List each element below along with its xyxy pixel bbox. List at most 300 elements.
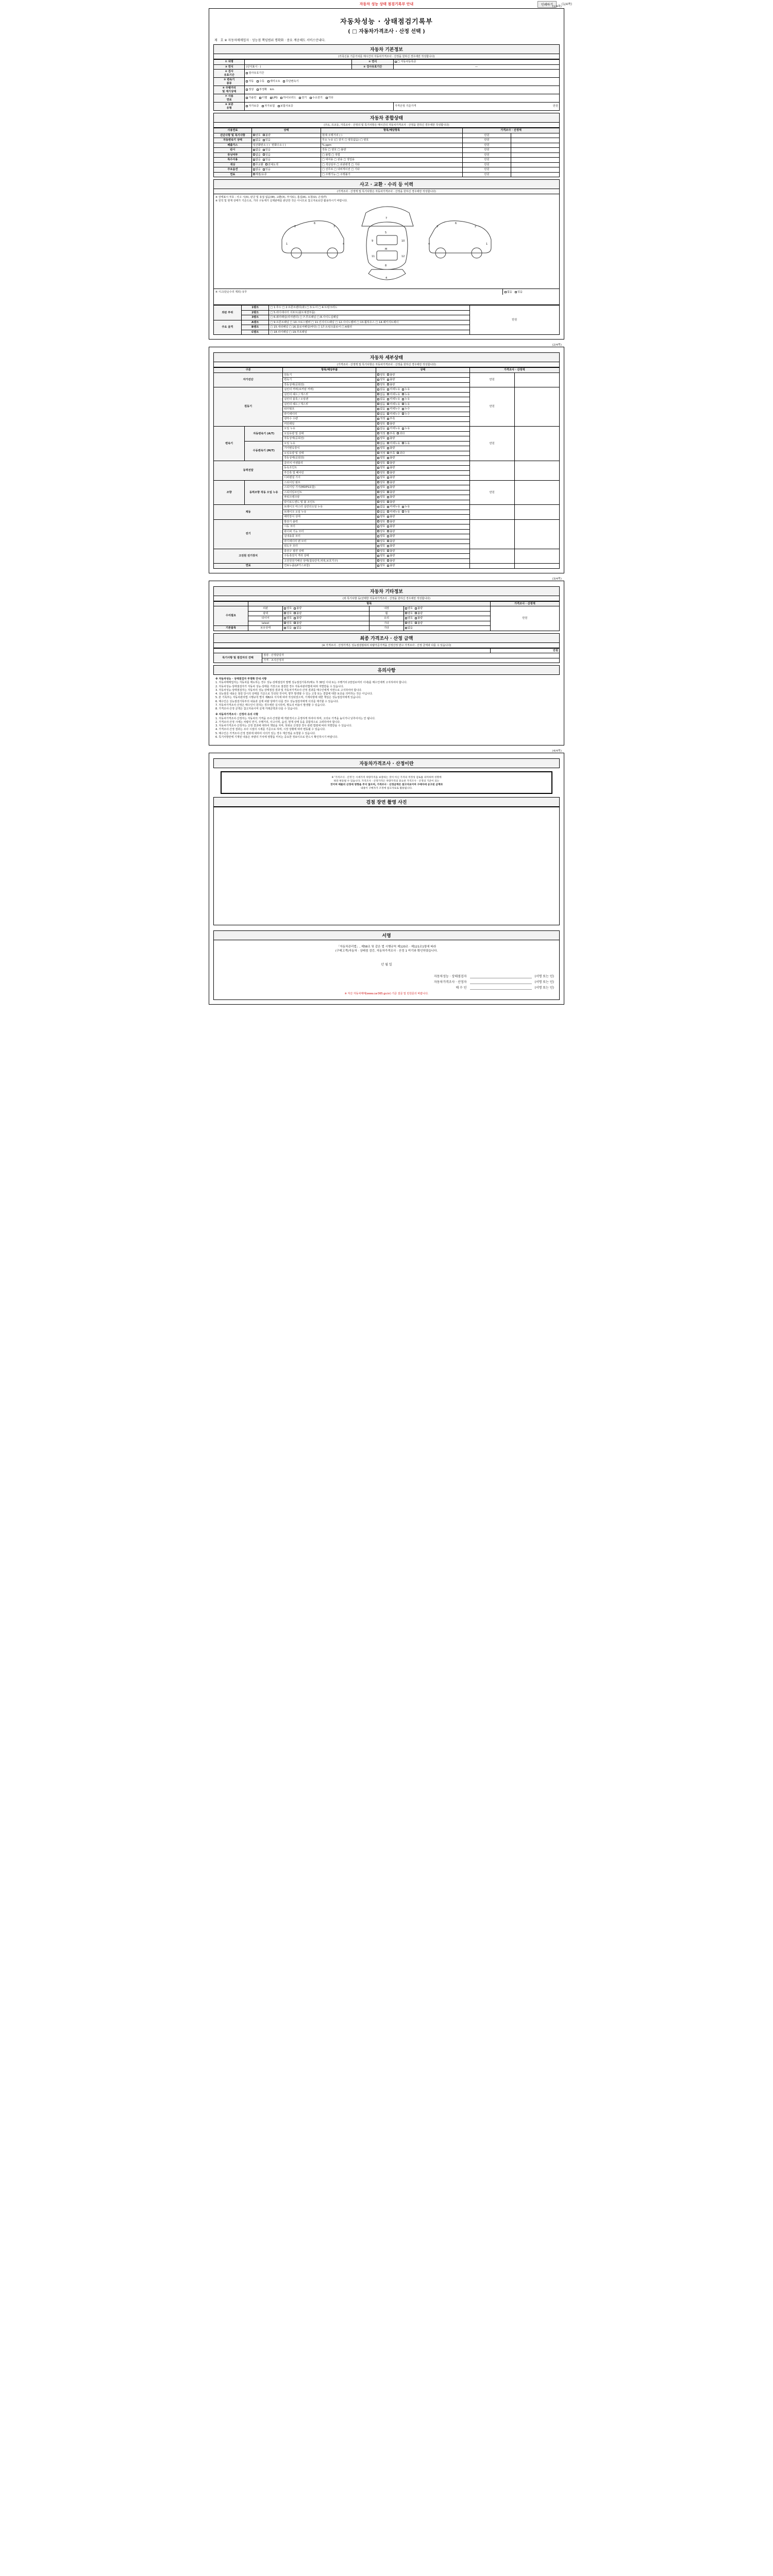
checkbox-overall-3a[interactable] [253,149,255,151]
checkbox-d21a[interactable] [377,432,379,434]
checkbox-d20c[interactable] [402,428,404,430]
checkbox-d71a[interactable] [377,526,379,528]
checkbox-overall-7b[interactable] [263,168,265,171]
frame-rank-3: 3랭크 [241,315,269,320]
detail-state[interactable] [376,431,469,436]
checkbox-d53a[interactable] [377,496,379,498]
checkbox-d12b[interactable] [387,398,389,400]
checkbox-e1d[interactable] [415,612,417,614]
checkbox-d82b[interactable] [387,560,389,562]
checkbox-d71b[interactable] [387,526,389,528]
checkbox-d51a[interactable] [377,486,379,488]
checkbox-trans-manual[interactable] [257,80,259,82]
checkbox-reg-cert[interactable] [395,61,397,63]
checkbox-inspect-valid[interactable] [246,72,248,74]
basic-row1-value[interactable] [245,60,352,65]
overall-row-remark[interactable] [511,162,560,167]
sign-row-2[interactable] [219,985,554,990]
basic-row1-value2[interactable] [393,60,559,65]
checkbox-d21b[interactable] [387,432,389,434]
checkbox-overall-1b[interactable] [263,139,265,141]
detail-price-0[interactable]: 만원 [469,372,514,387]
checkbox-d80a[interactable] [377,550,379,552]
checkbox-d70a[interactable] [377,520,379,522]
overall-row-items[interactable]: □ 색상일부 □ 외관변경 □ 기타 [321,162,462,167]
checkbox-d74b[interactable] [387,540,389,542]
checkbox-d73a[interactable] [377,535,379,537]
checkbox-d20a[interactable] [377,428,379,430]
etc-state2-2[interactable] [404,616,491,621]
detail-state[interactable] [376,510,469,515]
inspection-photo-area[interactable] [213,807,560,925]
detail-item: 배력장치 상태 [283,515,376,520]
overall-row-price[interactable]: 만원 [463,152,511,158]
overall-row-state[interactable] [251,148,321,153]
checkbox-d14a[interactable] [377,408,379,410]
checkbox-d16a[interactable] [377,418,379,420]
detail-state[interactable] [376,407,469,412]
detail-state[interactable] [376,539,469,544]
checkbox-e0c[interactable] [405,607,407,609]
overall-row-state[interactable] [251,152,321,158]
checkbox-d15b[interactable] [387,413,389,415]
detail-remark-1[interactable] [514,387,559,427]
etc-state-1[interactable] [283,611,369,616]
checkbox-d02b[interactable] [387,383,389,385]
checkbox-d32b[interactable] [387,452,389,454]
basic-row4-value[interactable] [245,78,560,86]
checkbox-accident-none[interactable] [505,291,507,293]
checkbox-e3b[interactable] [294,622,296,624]
checkbox-e2a[interactable] [284,617,286,619]
detail-state[interactable] [376,451,469,456]
checkbox-d61c[interactable] [402,511,404,513]
checkbox-d17a[interactable] [377,422,379,425]
checkbox-d75a[interactable] [377,545,379,547]
checkbox-warranty-selfins[interactable] [262,105,264,107]
notice-line-0: ※ 자동차성능 · 상태점검자 부정확 안내 사항 [215,677,267,681]
checkbox-e2c[interactable] [405,617,407,619]
checkbox-d72b[interactable] [387,530,389,532]
sign-row-0[interactable] [219,974,554,978]
overall-row-price[interactable]: 만원 [463,167,511,173]
overall-row-state[interactable] [251,143,321,148]
d15b: 미세누수 [390,412,400,416]
detail-state[interactable] [376,554,469,559]
checkbox-overall-4b[interactable] [263,154,265,156]
detail-price-5[interactable]: 만원 [469,480,514,505]
checkbox-d30b[interactable] [387,442,389,444]
checkbox-overall-6b[interactable] [265,163,267,165]
checkbox-e0b[interactable] [294,607,296,609]
checkbox-trans-semi[interactable] [267,80,270,82]
checkbox-d20b[interactable] [387,428,389,430]
overall-row-items[interactable]: □ 선루프 □ 내비게이션 □ 기타 [321,167,462,173]
overall-row-state[interactable] [251,138,321,143]
checkbox-d41b[interactable] [387,467,389,469]
detail-state[interactable] [376,480,469,485]
checkbox-d15c[interactable] [402,413,404,415]
checkbox-e4a[interactable] [284,627,286,629]
overall-row-price[interactable]: 만원 [463,133,511,138]
etc-state-3[interactable] [283,621,369,626]
overall-row-price[interactable]: 만원 [463,148,511,153]
page-4 [209,750,564,1005]
detail-price-8[interactable] [469,549,514,564]
checkbox-d32a[interactable] [377,452,379,454]
d75a: 양호 [380,545,385,548]
checkbox-d82a[interactable] [377,560,379,562]
detail-state[interactable] [376,412,469,417]
final-price-blank[interactable] [214,648,491,653]
checkbox-d11a[interactable] [377,393,379,395]
checkbox-d60b[interactable] [387,506,389,508]
d80a: 양호 [380,549,385,553]
price-remark-row2[interactable]: 가격 · 조사산정자 [262,658,559,663]
detail-state[interactable] [376,397,469,402]
checkbox-d11b[interactable] [387,393,389,395]
frame-items-2[interactable]: □ 5.라디에이터 서포트(볼트체결부품) [269,310,469,315]
checkbox-d11c[interactable] [402,393,404,395]
checkbox-overall-3b[interactable] [263,149,265,151]
checkbox-d50b[interactable] [387,481,389,483]
detail-state[interactable] [376,387,469,393]
checkbox-d31a[interactable] [377,447,379,449]
overall-row-remark[interactable] [511,143,560,148]
etc-state-0[interactable] [283,606,369,612]
overall-row-items[interactable]: 작동 □ 양호 □ 불량 [321,148,462,153]
sign-row-1[interactable] [219,979,554,984]
checkbox-d10a[interactable] [377,388,379,391]
checkbox-d75b[interactable] [387,545,389,547]
detail-state[interactable] [376,549,469,554]
checkbox-d14c[interactable] [402,408,404,410]
checkbox-trans-auto[interactable] [246,80,248,82]
overall-row-remark[interactable] [511,148,560,153]
detail-state[interactable] [376,417,469,422]
checkbox-d42b[interactable] [387,471,389,473]
checkbox-fuel-diesel[interactable] [259,97,261,99]
detail-state[interactable] [376,427,469,432]
checkbox-d52a[interactable] [377,491,379,493]
overall-row-remark[interactable] [511,138,560,143]
frame-items-1[interactable]: □ 1.후드 □ 2.프론트펜더(좌) □ 3.도어 □ 4.트렁크리드 [269,306,469,311]
basic-mileage-field[interactable]: km [270,88,274,92]
overall-row-state[interactable] [251,162,321,167]
checkbox-overall-1a[interactable] [253,139,255,141]
etc-state-4[interactable] [283,626,369,631]
overall-row-items[interactable]: □ 주행가능 □ 주행불가 [321,172,462,177]
checkbox-e0d[interactable] [415,607,417,609]
detail-remark-6[interactable] [514,505,559,520]
detail-price-4[interactable] [469,461,514,480]
checkbox-d61b[interactable] [387,511,389,513]
detail-remark-5[interactable] [514,480,559,505]
checkbox-d13a[interactable] [377,403,379,405]
d30b: 미세누유 [390,442,400,445]
checkbox-d14b[interactable] [387,408,389,410]
checkbox-d81b[interactable] [387,555,389,557]
detail-remark-4[interactable] [514,461,559,480]
checkbox-d54b[interactable] [387,501,389,503]
detail-state[interactable] [376,436,469,442]
checkbox-e1b[interactable] [294,612,296,614]
overall-row-remark[interactable] [511,158,560,163]
checkbox-overall-4a[interactable] [253,154,255,156]
checkbox-d70b[interactable] [387,520,389,522]
table-row [214,519,560,524]
etc-state-2[interactable] [283,616,369,621]
d82b: 불량 [390,559,395,563]
overall-row-price[interactable]: 만원 [463,138,511,143]
detail-state[interactable] [376,470,469,476]
final-price-amount[interactable]: 만원 [490,648,559,653]
checkbox-d12c[interactable] [402,398,404,400]
detail-price-2[interactable]: 만원 [469,427,514,461]
checkbox-d43a[interactable] [377,477,379,479]
checkbox-d21c[interactable] [397,432,399,434]
overall-row-state[interactable] [251,158,321,163]
detail-state[interactable] [376,544,469,549]
checkbox-fuel-hydrogen[interactable] [310,97,312,99]
basic-row5-value[interactable] [245,86,560,94]
basic-row6-value[interactable] [245,94,560,103]
detail-state[interactable] [376,421,469,427]
checkbox-meter-abnormal[interactable] [257,89,259,91]
checkbox-d62b[interactable] [387,516,389,518]
detail-item: 클러치 어셈블리 [283,461,376,466]
overall-row-price[interactable]: 만원 [463,162,511,167]
sign-field-0[interactable] [470,974,532,978]
d60b: 미세누유 [390,505,400,509]
checkbox-overall-5a[interactable] [253,159,255,161]
detail-remark-7[interactable] [514,519,559,549]
checkbox-d00b[interactable] [387,374,389,376]
checkbox-fuel-other[interactable] [326,97,328,99]
checkbox-overall-7a[interactable] [253,168,255,171]
detail-state[interactable] [376,382,469,387]
checkbox-warranty-ins[interactable] [278,105,280,107]
checkbox-fuel-hybrid[interactable] [280,97,282,99]
d11c: 누유 [405,393,410,396]
detail-state[interactable] [376,490,469,495]
checkbox-fuel-gasoline[interactable] [246,97,248,99]
overall-row-items[interactable]: □ 불법 □ 적법 [321,152,462,158]
overall-row-remark[interactable] [511,167,560,173]
checkbox-d54a[interactable] [377,501,379,503]
checkbox-warranty-self[interactable] [246,105,248,107]
checkbox-e3c[interactable] [405,622,407,624]
detail-state[interactable] [376,529,469,534]
checkbox-d40a[interactable] [377,462,379,464]
detail-price-9[interactable] [469,564,514,569]
checkbox-d02a[interactable] [377,383,379,385]
checkbox-e0a[interactable] [284,607,286,609]
checkbox-d51b[interactable] [387,486,389,488]
accident-bottom-question: ※ 시고(단순수리 제외) 유무 [215,291,247,294]
detail-remark-0[interactable] [514,372,559,387]
detail-state[interactable] [376,392,469,397]
checkbox-d15a[interactable] [377,413,379,415]
checkbox-d72a[interactable] [377,530,379,532]
checkbox-d81a[interactable] [377,555,379,557]
checkbox-d13b[interactable] [387,403,389,405]
checkbox-d17b[interactable] [387,422,389,425]
checkbox-e4c[interactable] [405,627,407,629]
overall-row-state[interactable] [251,167,321,173]
detail-price-7[interactable] [469,519,514,549]
etc-state2-0[interactable] [404,606,491,612]
checkbox-d01a[interactable] [377,379,379,381]
checkbox-d43b[interactable] [387,477,389,479]
checkbox-d42a[interactable] [377,471,379,473]
checkbox-d30a[interactable] [377,442,379,444]
checkbox-d12a[interactable] [377,398,379,400]
frame-items-C[interactable]: □ 18.리어패널 □ 19.루프레일 [269,330,469,335]
checkbox-d01b[interactable] [387,379,389,381]
detail-price-1[interactable]: 만원 [469,387,514,427]
detail-state[interactable] [376,519,469,524]
detail-state[interactable] [376,524,469,530]
checkbox-e1a[interactable] [284,612,286,614]
checkbox-d31b[interactable] [387,447,389,449]
checkbox-d10b[interactable] [387,388,389,391]
detail-state[interactable] [376,456,469,461]
checkbox-fuel-electric[interactable] [299,97,301,99]
detail-state[interactable] [376,495,469,500]
detail-state[interactable] [376,466,469,471]
overall-row-items[interactable]: □ 대여용 □ 관용 □ 영업용 [321,158,462,163]
checkbox-d74a[interactable] [377,540,379,542]
checkbox-d61a[interactable] [377,511,379,513]
checkbox-d00a[interactable] [377,374,379,376]
checkbox-overall-6a[interactable] [253,163,255,165]
etc-state2-3[interactable] [404,621,491,626]
checkbox-d52b[interactable] [387,491,389,493]
opt-trans-cvt: 무단변속기 [285,80,299,83]
checkbox-d41a[interactable] [377,467,379,469]
detail-state[interactable] [376,441,469,446]
basic-row7-value[interactable] [245,103,394,111]
frame-items-3[interactable]: □ 6.쿼터패널(리어펜더) □ 7.루프패널 □ 8.사이드실패널 [269,315,469,320]
detail-state[interactable] [376,515,469,520]
overall-row-price[interactable]: 만원 [463,158,511,163]
detail-remark-9[interactable] [514,564,559,569]
checkbox-d33b[interactable] [387,457,389,459]
overall-row-price[interactable]: 만원 [463,143,511,148]
frame-price[interactable]: 만원 [469,306,559,335]
print-button[interactable]: 인쇄하기 [537,1,557,8]
checkbox-trans-cvt[interactable] [283,80,285,82]
detail-state[interactable] [376,500,469,505]
detail-state[interactable] [376,372,469,378]
car-damage-diagram[interactable] [213,194,560,305]
checkbox-overall-0a[interactable] [253,134,255,136]
checkbox-meter-normal[interactable] [246,89,248,91]
checkbox-e3d[interactable] [415,622,417,624]
basic-row7-price[interactable] [393,103,559,111]
checkbox-e2b[interactable] [294,617,296,619]
etc-state2-4[interactable] [404,626,491,631]
detail-state[interactable] [376,534,469,539]
checkbox-overall-0b[interactable] [263,134,265,136]
checkbox-d22a[interactable] [377,437,379,439]
sign-field-1[interactable] [470,979,532,984]
detail-state[interactable] [376,558,469,564]
checkbox-d60a[interactable] [377,506,379,508]
frame-items-A[interactable]: □ 9.프론트패널 □ 10.크로스멤버 □ 11.인사이드패널 □ 12.사이드멤버 □ 13.휠하우스 □ 14.패키지트레이 [269,320,469,325]
checkbox-e1c[interactable] [405,612,407,614]
checkbox-d30c[interactable] [402,442,404,444]
checkbox-d90a[interactable] [377,565,379,567]
checkbox-d32c[interactable] [397,452,399,454]
checkbox-d16b[interactable] [387,418,389,420]
detail-state[interactable] [376,378,469,383]
checkbox-e4b[interactable] [294,627,296,629]
checkbox-d13c[interactable] [402,403,404,405]
etc-price[interactable]: 만원 [490,606,559,631]
checkbox-d53b[interactable] [387,496,389,498]
checkbox-d62a[interactable] [377,516,379,518]
checkbox-d90b[interactable] [387,565,389,567]
basic-row2-value2[interactable]: — [393,64,559,70]
table-row [214,387,560,393]
basic-row3-value[interactable]: 검사유효기간 [245,70,560,78]
detail-state[interactable] [376,564,469,569]
detail-state[interactable] [376,476,469,481]
detail-remark-8[interactable] [514,549,559,564]
price-remark-row1[interactable]: 점검 · 산정담당자 [262,653,559,658]
etc-state2-1[interactable] [404,611,491,616]
overall-row-state[interactable] [251,172,321,177]
overall-row-state[interactable] [251,133,321,138]
checkbox-e3a[interactable] [284,622,286,624]
overall-row-remark[interactable] [511,172,560,177]
detail-state[interactable] [376,505,469,510]
checkbox-d33a[interactable] [377,457,379,459]
detail-state[interactable] [376,446,469,451]
overall-row-items[interactable]: 무소 누유 (□ 감지 □ 양호없음) □ 양호 [321,138,462,143]
frame-items-B[interactable]: □ 15.대쉬패널 □ 16.플로어패널(바닥) □ 17.트렁크플로어 □ A필러 [269,325,469,330]
overall-row-price[interactable]: 만원 [463,172,511,177]
overall-state-5b: 있음 [265,158,271,161]
checkbox-overall-8a[interactable] [253,173,255,175]
checkbox-d22b[interactable] [387,437,389,439]
overall-row-remark[interactable] [511,152,560,158]
sign-field-2[interactable] [470,985,532,990]
checkbox-d50a[interactable] [377,481,379,483]
detail-price-6[interactable] [469,505,514,520]
checkbox-accident-yes[interactable] [515,291,517,293]
basic-row2-value[interactable]: (년식표시 · ) [245,64,352,70]
detail-remark-2[interactable] [514,427,559,461]
detail-state[interactable] [376,402,469,407]
overall-row-items[interactable]: 현재 주행거리 ( ) [321,133,462,138]
checkbox-overall-5b[interactable] [263,159,265,161]
checkbox-fuel-lpg[interactable] [270,97,272,99]
detail-state[interactable] [376,461,469,466]
detail-state[interactable] [376,485,469,490]
checkbox-d73b[interactable] [387,535,389,537]
overall-row-remark[interactable] [511,133,560,138]
etc-table [213,601,560,631]
checkbox-d80b[interactable] [387,550,389,552]
checkbox-d40b[interactable] [387,462,389,464]
checkbox-e2d[interactable] [415,617,417,619]
checkbox-d60c[interactable] [402,506,404,508]
overall-row-items[interactable]: % ppm [321,143,462,148]
checkbox-d10c[interactable] [402,388,404,391]
